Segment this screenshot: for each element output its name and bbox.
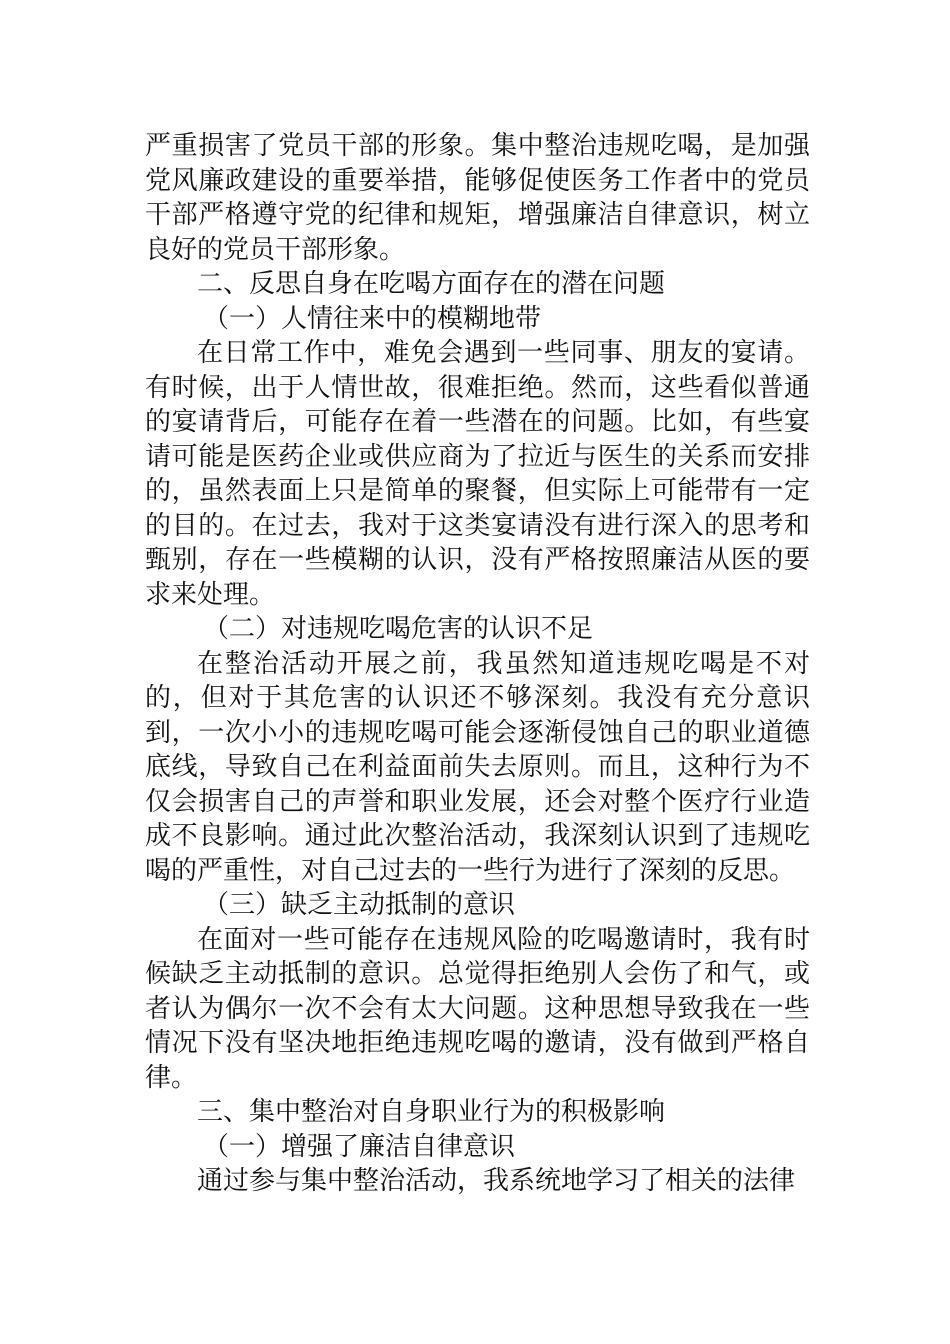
subsection-heading: （一）增强了廉洁自律意识 xyxy=(203,1131,516,1162)
section-heading: 二、反思自身在吃喝方面存在的潜在问题 xyxy=(197,269,666,299)
subsection-heading: （一）人情往来中的模糊地带 xyxy=(203,303,542,334)
document-body xyxy=(145,129,810,1199)
subsection-heading: （三）缺乏主动抵制的意识 xyxy=(203,890,516,920)
body-paragraph: 通过参与集中整治活动，我系统地学习了相关的法律 xyxy=(197,1166,796,1196)
body-paragraph-continued: 严重损害了党员干部的形象。集中整治违规吃喝，是加强党风廉政建设的重要举措，能够促使医务工作者中的党员干部严格遵守党的纪律和规矩，增强廉洁自律意识，树立良好的党员干部形象。 xyxy=(145,131,810,265)
subsection-heading: （二）对违规吃喝危害的认识不足 xyxy=(203,614,594,644)
body-paragraph: 在整治活动开展之前，我虽然知道违规吃喝是不对的，但对于其危害的认识还不够深刻。我没有充分意识到，一次小小的违规吃喝可能会逐渐侵蚀自己的职业道德底线，导致自己在利益面前失去原则。而且，这种行为不仅会损害自己的声誉和职业发展，还会对整个医疗行业造成不良影响。通过此次整治活动，我深刻认识到了违规吃喝的严重性，对自己过去的一些行为进行了深刻的反思。 xyxy=(145,648,810,886)
body-paragraph: 在日常工作中，难免会遇到一些同事、朋友的宴请。有时候，出于人情世故，很难拒绝。然而，这些看似普通的宴请背后，可能存在着一些潜在的问题。比如，有些宴请可能是医药企业或供应商为了拉近与医生的关系而安排的，虽然表面上只是简单的聚餐，但实际上可能带有一定的目的。在过去，我对于这类宴请没有进行深入的思考和甄别，存在一些模糊的认识，没有严格按照廉洁从医的要求来处理。 xyxy=(145,338,810,610)
body-paragraph: 在面对一些可能存在违规风险的吃喝邀请时，我有时候缺乏主动抵制的意识。总觉得拒绝别人会伤了和气，或者认为偶尔一次不会有太大问题。这种思想导致我在一些情况下没有坚决地拒绝违规吃喝的邀请，没有做到严格自律。 xyxy=(145,924,810,1093)
section-heading: 三、集中整治对自身职业行为的积极影响 xyxy=(197,1097,666,1127)
